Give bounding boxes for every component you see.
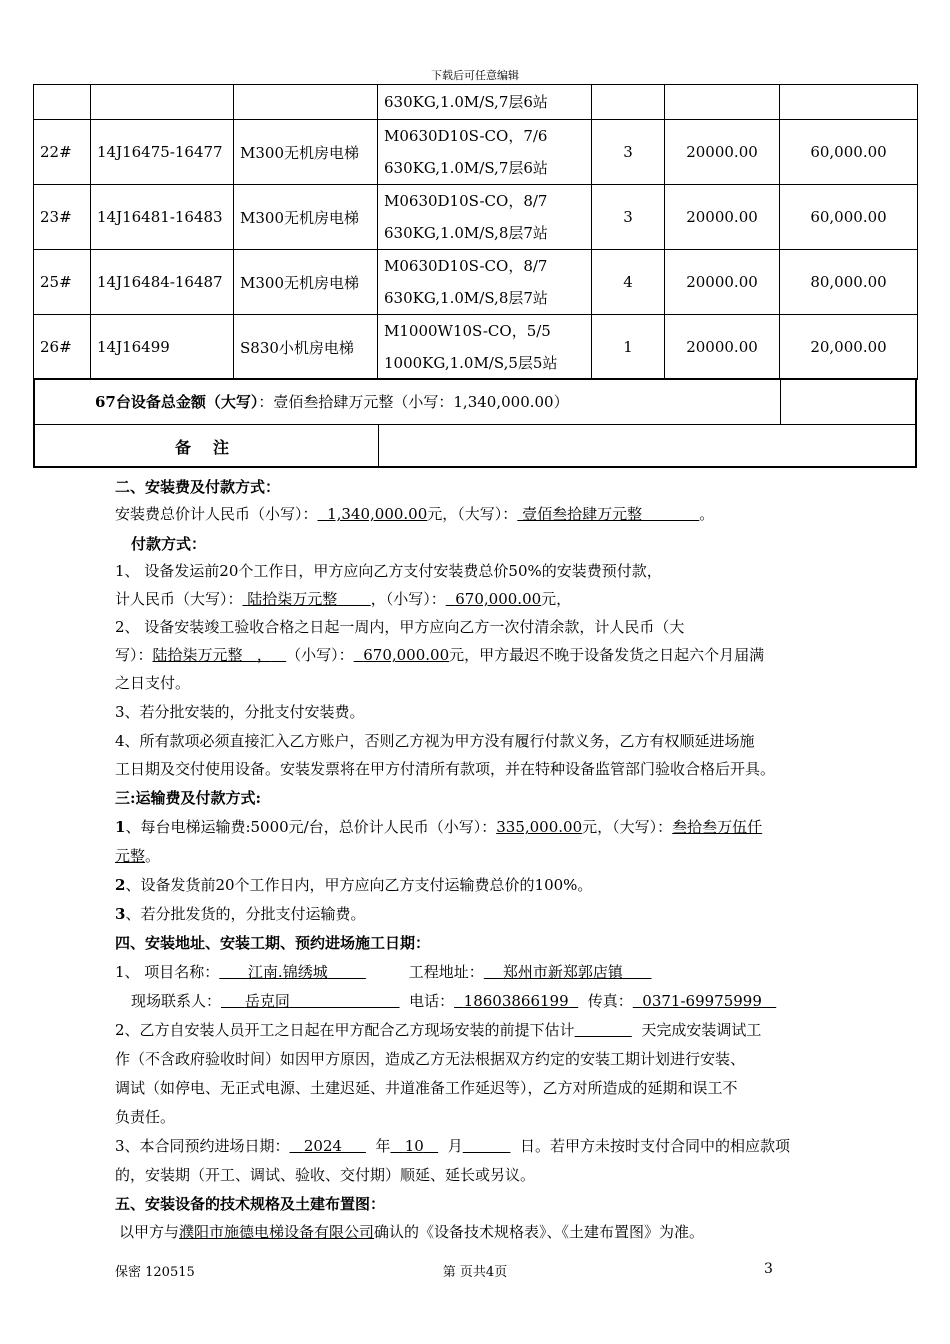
text: 。	[145, 847, 161, 865]
row-qty: 1	[592, 315, 665, 380]
text: 、若分批发货的，分批支付运输费。	[125, 905, 366, 923]
row-serial: 14J16481-16483	[91, 185, 234, 250]
text: 写）：	[115, 646, 153, 664]
project-line	[115, 961, 652, 982]
table-row	[34, 85, 918, 120]
project-address	[484, 963, 652, 981]
amount-big	[153, 646, 287, 664]
text: 670,000.00	[363, 646, 450, 664]
text: 、设备发货前20个工作日内，甲方应向乙方支付运输费总价的100%。	[125, 876, 593, 894]
row-model: S830小机房电梯	[234, 315, 378, 380]
schedule-line-1	[115, 1019, 761, 1040]
text: 陆拾柒万元整	[247, 590, 338, 608]
phone	[454, 992, 578, 1010]
row-serial: 14J16499	[91, 315, 234, 380]
text: 现场联系人：	[131, 992, 222, 1010]
row-price: 20000.00	[665, 315, 780, 380]
payment-line-7: 4、所有款项必须直接汇入乙方账户，否则乙方视为甲方没有履行付款义务，乙方有权顺延进场施	[115, 732, 755, 750]
text: 。	[699, 505, 715, 523]
text: 月	[447, 1137, 463, 1155]
divider	[378, 425, 379, 468]
text: 1,340,000.00	[327, 505, 428, 523]
row-no: 22#	[34, 120, 91, 185]
amount-big: 叁拾叁万伍仟	[672, 818, 763, 836]
text: 1	[115, 818, 126, 836]
transport-line-3	[115, 874, 592, 895]
row-price: 20000.00	[665, 120, 780, 185]
text: ，	[256, 646, 272, 664]
payment-line-4	[115, 644, 764, 665]
footer-page-count: 第 页共4页	[442, 1265, 508, 1280]
spec-line-1: M0630D10S-CO，7/6	[384, 127, 548, 145]
text: 计人民币（大写）：	[115, 590, 243, 608]
text: 元，甲方最迟不晚于设备发货之日起六个月届满	[449, 646, 765, 664]
header-note: 下载后可任意编辑	[431, 69, 519, 82]
text: 2024	[303, 1137, 343, 1155]
row-serial: 14J16475-16477	[91, 120, 234, 185]
payment-line-2	[115, 588, 571, 609]
schedule-line-2: 作（不含政府验收时间）如因甲方原因，造成乙方无法根据双方约定的安装工期计划进行安装、	[115, 1050, 746, 1068]
text: 2、乙方自安装人员开工之日起在甲方配合乙方现场安装的前提下估计	[115, 1021, 575, 1039]
row-model: M300无机房电梯	[234, 250, 378, 315]
text: 日。若甲方未按时支付合同中的相应款项	[519, 1137, 790, 1155]
payment-title: 付款方式：	[131, 535, 207, 553]
row-no: 26#	[34, 315, 91, 380]
text: 、每台电梯运输费:5000元/台，总价计人民币（小写）：	[125, 818, 497, 836]
row-price: 20000.00	[665, 185, 780, 250]
text: 岳克同	[244, 992, 290, 1010]
spec-line-1: M1000W10S-CO，5/5	[384, 322, 551, 340]
text: 以甲方与	[119, 1223, 180, 1241]
text: 0371-69975999	[642, 992, 762, 1010]
text: 江南.锦绣城	[247, 963, 328, 981]
transport-line-1	[115, 816, 762, 837]
table-row	[34, 120, 918, 185]
text: 郑州市新郑郭店镇	[502, 963, 623, 981]
text: 元，（大写）：	[427, 505, 518, 523]
text: 工程地址：	[408, 963, 484, 981]
contact-name	[221, 992, 400, 1010]
text: 元，	[541, 590, 572, 608]
row-qty: 3	[592, 185, 665, 250]
row-price: 20000.00	[665, 250, 780, 315]
row-total: 60,000.00	[780, 120, 918, 185]
text: 3、本合同预约进场日期：	[115, 1137, 290, 1155]
sum-value: ：壹佰叁拾肆万元整（小写：1,340,000.00）	[258, 393, 569, 411]
text: 陆拾柒万元整	[152, 646, 243, 664]
sum-row	[35, 380, 915, 425]
text: 10	[404, 1137, 424, 1155]
row-no: 25#	[34, 250, 91, 315]
amount-small	[354, 646, 449, 664]
amount-big	[243, 590, 371, 608]
row-total: 80,000.00	[780, 250, 918, 315]
section-3-title: 三:运输费及付款方式:	[115, 789, 262, 807]
entry-year	[290, 1137, 366, 1155]
fee-small	[318, 505, 428, 523]
text: 1、 项目名称：	[115, 963, 220, 981]
footer-confidential: 保密 120515	[115, 1265, 195, 1280]
spec-line-2: 630KG,1.0M/S,8层7站	[384, 224, 548, 242]
spec-line-2: 1000KG,1.0M/S,5层5站	[384, 354, 558, 372]
text: 18603866199	[463, 992, 569, 1010]
row-qty: 3	[592, 120, 665, 185]
amount-big: 元整	[115, 847, 146, 865]
amount-small	[446, 590, 541, 608]
amount-small: 335,000.00	[496, 818, 583, 836]
entry-day	[463, 1137, 511, 1155]
spec-reference-line	[119, 1221, 704, 1242]
row-qty: 4	[592, 250, 665, 315]
text: 2	[115, 876, 126, 894]
company-name: 濮阳市施德电梯设备有限公司	[179, 1223, 375, 1241]
sum-label: 67台设备总金额（大写）	[95, 393, 259, 411]
remark-label: 备注	[175, 438, 252, 457]
text: 传真：	[587, 992, 633, 1010]
transport-line-4	[115, 903, 365, 924]
text: （小写）：	[286, 646, 354, 664]
table-row	[34, 315, 918, 380]
contact-line	[131, 990, 776, 1011]
section-4-title: 四、安装地址、安装工期、预约进场施工日期：	[115, 934, 431, 952]
payment-line-8: 工日期及交付使用设备。安装发票将在甲方付清所有款项，并在特种设备监管部门验收合格后开具。	[115, 760, 776, 778]
spec-line-1: M0630D10S-CO，8/7	[384, 192, 548, 210]
fee-big	[517, 505, 699, 523]
spec-line-1: M0630D10S-CO，8/7	[384, 257, 548, 275]
text: 壹佰叁拾肆万元整	[522, 505, 643, 523]
table-row	[34, 250, 918, 315]
spec-cell	[378, 250, 592, 315]
schedule-line-3: 调试（如停电、无正式电源、土建迟延、井道准备工作延迟等），乙方对所造成的延期和误工不	[115, 1079, 738, 1097]
payment-line-3: 2、 设备安装竣工验收合格之日起一周内，甲方应向乙方一次付清余款，计人民币（大	[115, 618, 685, 636]
spec-cell	[378, 120, 592, 185]
text: 确认的《设备技术规格表》、《土建布置图》为准。	[374, 1223, 705, 1241]
project-name	[219, 963, 366, 981]
summary-block	[33, 378, 917, 468]
payment-line-1: 1、 设备发运前20个工作日，甲方应向乙方支付安装费总价50%的安装费预付款，	[115, 562, 662, 580]
section-5-title: 五、安装设备的技术规格及土建布置图：	[115, 1195, 386, 1213]
row-total: 60,000.00	[780, 185, 918, 250]
text: 670,000.00	[455, 590, 542, 608]
table-row	[34, 185, 918, 250]
transport-line-2	[115, 845, 160, 866]
install-fee-line	[115, 503, 714, 524]
schedule-line-4: 负责任。	[115, 1108, 176, 1126]
row-model: M300无机房电梯	[234, 185, 378, 250]
entry-date-line	[115, 1135, 790, 1156]
spec-cell: 630KG,1.0M/S,7层6站	[378, 85, 592, 120]
row-total: 20,000.00	[780, 315, 918, 380]
spec-line-2: 630KG,1.0M/S,8层7站	[384, 289, 548, 307]
spec-line-2: 630KG,1.0M/S,7层6站	[384, 159, 548, 177]
payment-line-5: 之日支付。	[115, 674, 191, 692]
fax	[633, 992, 776, 1010]
entry-date-line-2: 的，安装期（开工、调试、验收、交付期）顺延、延长或另议。	[115, 1166, 536, 1184]
row-serial: 14J16484-16487	[91, 250, 234, 315]
row-model: M300无机房电梯	[234, 120, 378, 185]
spec-cell	[378, 185, 592, 250]
blank-days	[575, 1021, 632, 1039]
section-2-title: 二、安装费及付款方式：	[115, 478, 281, 496]
text: 天完成安装调试工	[641, 1021, 762, 1039]
footer-page-number: 3	[764, 1261, 773, 1277]
payment-line-6: 3、若分批安装的，分批支付安装费。	[115, 703, 365, 721]
entry-month	[390, 1137, 438, 1155]
text: 3	[115, 905, 126, 923]
equipment-table	[33, 84, 918, 380]
text: ，（小写）：	[370, 590, 446, 608]
text: 安装费总价计人民币（小写）：	[115, 505, 318, 523]
spec-cell	[378, 315, 592, 380]
text: 电话：	[409, 992, 455, 1010]
row-no: 23#	[34, 185, 91, 250]
divider	[780, 380, 781, 425]
sum-text	[95, 391, 569, 412]
text: 年	[375, 1137, 391, 1155]
text: 元，（大写）：	[582, 818, 673, 836]
